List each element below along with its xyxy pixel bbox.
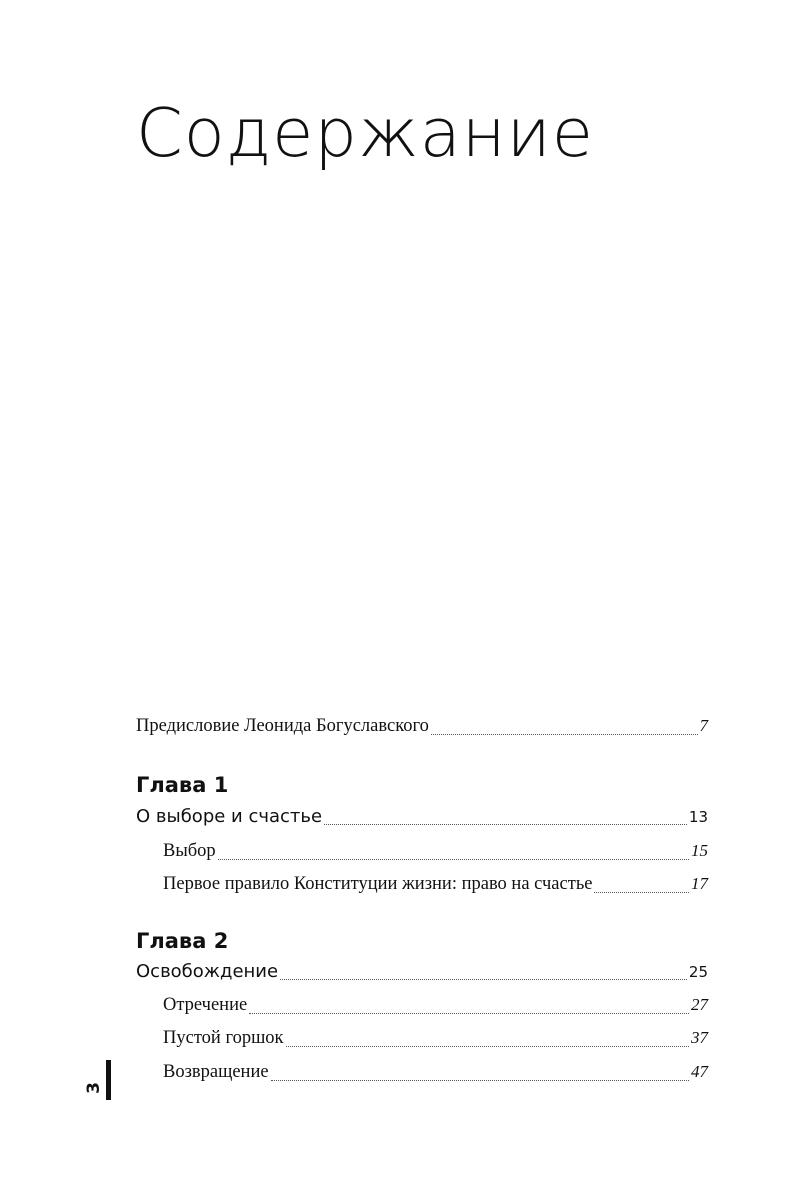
toc-entry-page: 17 [691, 874, 708, 893]
dot-leader [249, 1013, 689, 1014]
toc-entry-label: Пустой горшок [163, 1028, 284, 1048]
dot-leader [280, 979, 687, 980]
toc-entry-label: Выбор [163, 841, 216, 861]
toc-entry-section[interactable] [163, 1062, 708, 1088]
dot-leader [431, 734, 698, 735]
toc-entry-label: Освобождение [136, 961, 279, 982]
toc-entry-page: 37 [691, 1028, 708, 1047]
toc-entry-section[interactable] [163, 874, 708, 900]
dot-leader [286, 1046, 689, 1047]
dot-leader [271, 1080, 689, 1081]
toc-entry-label: О выборе и счастье [136, 806, 323, 827]
toc-entry-page: 27 [691, 995, 708, 1014]
toc-entry-preface[interactable] [136, 716, 708, 742]
folio-bar [106, 1060, 111, 1100]
toc-entry-page: 47 [691, 1062, 708, 1081]
toc-entry-chapter-1[interactable] [136, 806, 708, 832]
toc-entry-label: Возвращение [163, 1062, 269, 1082]
toc-entry-page: 13 [688, 808, 708, 826]
toc-entry-label: Отречение [163, 995, 248, 1015]
toc-entry-page: 7 [699, 716, 708, 735]
dot-leader [324, 824, 687, 825]
toc-entry-label: Первое правило Конституции жизни: право на счастье [163, 874, 593, 894]
toc-entry-section[interactable] [163, 841, 708, 867]
toc-entry-page: 25 [688, 963, 708, 981]
chapter-heading: Глава 2 [136, 929, 229, 953]
toc-entry-chapter-2[interactable] [136, 961, 708, 987]
page-number: 3 [84, 1082, 104, 1094]
page-folio [86, 1068, 111, 1108]
toc-entry-section[interactable] [163, 995, 708, 1021]
page-title: Содержание [136, 94, 594, 172]
toc-entry-label: Предисловие Леонида Богуславского [136, 716, 429, 736]
toc-entry-page: 15 [691, 841, 708, 860]
toc-entry-section[interactable] [163, 1028, 708, 1054]
dot-leader [594, 892, 689, 893]
dot-leader [218, 859, 689, 860]
chapter-heading: Глава 1 [136, 773, 229, 797]
